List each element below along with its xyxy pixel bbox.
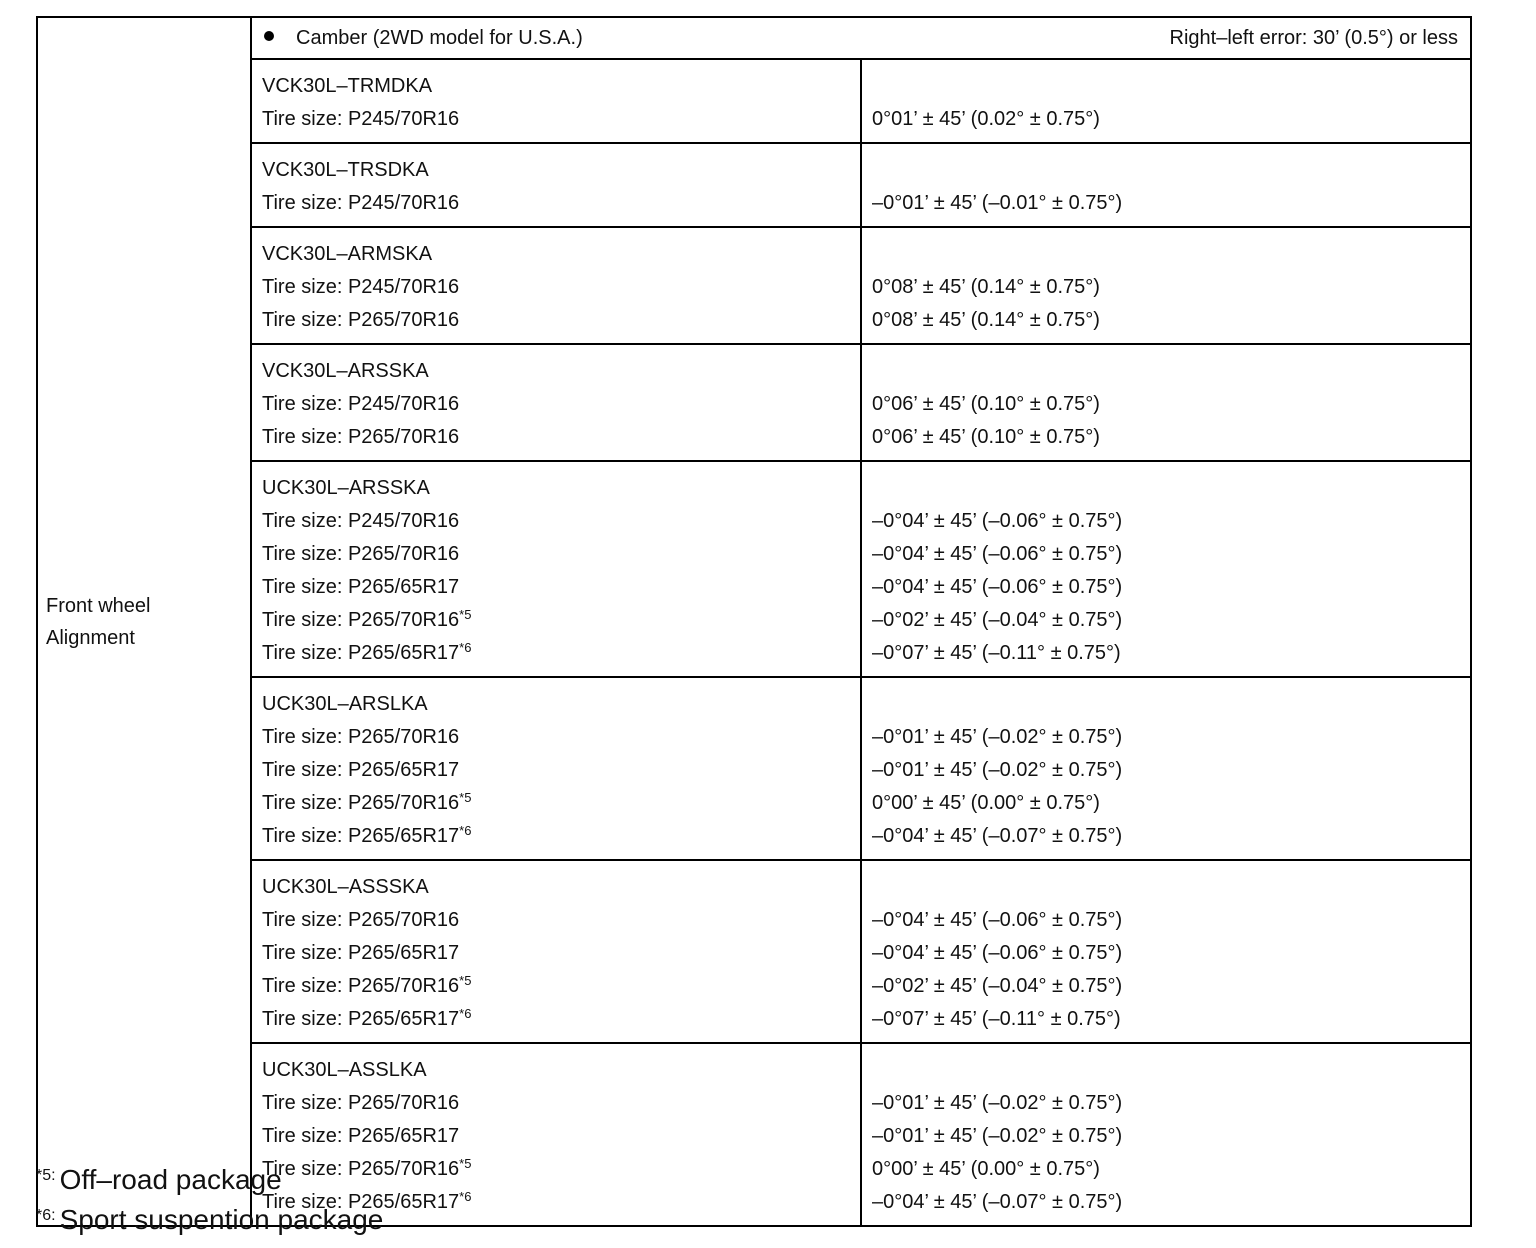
- tire-size-line: [262, 637, 860, 670]
- model-group-row: [37, 461, 1471, 677]
- tire-size-text: Tire size: P265/70R16: [262, 543, 460, 565]
- tire-size-line: [262, 820, 860, 853]
- camber-value: –0°04’ ± 45’ (–0.07° ± 0.75°): [872, 825, 1123, 847]
- camber-title: Camber (2WD model for U.S.A.): [296, 26, 583, 49]
- footnote-reference: *6: [459, 823, 472, 838]
- camber-value: –0°01’ ± 45’ (–0.02° ± 0.75°): [872, 759, 1123, 781]
- camber-spec-table: [36, 16, 1472, 1227]
- bullet-icon: [264, 31, 274, 41]
- model-tire-cell: [251, 860, 861, 1043]
- tire-size-line: [262, 754, 860, 787]
- tire-size-text: Tire size: P245/70R16: [262, 393, 460, 415]
- camber-value: –0°07’ ± 45’ (–0.11° ± 0.75°): [872, 1008, 1121, 1030]
- model-code: UCK30L–ARSSKA: [262, 477, 430, 499]
- camber-header: [251, 17, 1471, 59]
- side-label-line-1: Front wheel: [46, 594, 151, 617]
- camber-value: 0°08’ ± 45’ (0.14° ± 0.75°): [872, 276, 1100, 298]
- tire-size-line: [262, 970, 860, 1003]
- footnote-reference: *5: [459, 790, 472, 805]
- side-label-line-2: Alignment: [46, 626, 135, 649]
- tire-size-line: [262, 505, 860, 538]
- camber-value: 0°00’ ± 45’ (0.00° ± 0.75°): [872, 1158, 1100, 1180]
- camber-value-cell: [861, 677, 1471, 860]
- camber-value: –0°04’ ± 45’ (–0.06° ± 0.75°): [872, 510, 1123, 532]
- model-group-row: [37, 677, 1471, 860]
- camber-value-cell: [861, 461, 1471, 677]
- camber-value: –0°04’ ± 45’ (–0.07° ± 0.75°): [872, 1191, 1123, 1213]
- tire-size-line: [262, 421, 860, 454]
- model-tire-cell: [251, 344, 861, 461]
- camber-value: –0°01’ ± 45’ (–0.02° ± 0.75°): [872, 726, 1123, 748]
- model-code: VCK30L–TRMDKA: [262, 75, 433, 97]
- camber-value: 0°06’ ± 45’ (0.10° ± 0.75°): [872, 393, 1100, 415]
- model-code: UCK30L–ASSSKA: [262, 876, 429, 898]
- tire-size-text: Tire size: P265/65R17: [262, 942, 460, 964]
- value-spacer: [872, 472, 1470, 505]
- model-code: VCK30L–TRSDKA: [262, 159, 429, 181]
- tire-size-text: Tire size: P265/65R17: [262, 1008, 460, 1030]
- tire-size-text: Tire size: P265/65R17: [262, 1191, 460, 1213]
- value-spacer: [872, 238, 1470, 271]
- model-group-row: [37, 143, 1471, 227]
- value-spacer: [872, 688, 1470, 721]
- model-code: VCK30L–ARMSKA: [262, 243, 433, 265]
- camber-value: –0°04’ ± 45’ (–0.06° ± 0.75°): [872, 909, 1123, 931]
- tire-size-text: Tire size: P265/70R16: [262, 309, 460, 331]
- tire-size-text: Tire size: P245/70R16: [262, 510, 460, 532]
- camber-value-cell: [861, 59, 1471, 143]
- tire-size-line: [262, 937, 860, 970]
- footnote-reference: *6: [459, 1189, 472, 1204]
- camber-value: 0°00’ ± 45’ (0.00° ± 0.75°): [872, 792, 1100, 814]
- tire-size-text: Tire size: P265/65R17: [262, 576, 460, 598]
- camber-value: –0°02’ ± 45’ (–0.04° ± 0.75°): [872, 975, 1123, 997]
- tire-size-text: Tire size: P245/70R16: [262, 276, 460, 298]
- tire-size-line: [262, 721, 860, 754]
- tire-size-line: [262, 271, 860, 304]
- tire-size-text: Tire size: P245/70R16: [262, 192, 460, 214]
- footnote-reference: *5: [459, 607, 472, 622]
- footnote-mark: *5:: [36, 1167, 56, 1184]
- camber-value: –0°04’ ± 45’ (–0.06° ± 0.75°): [872, 543, 1123, 565]
- footnote-5: [36, 1160, 383, 1200]
- model-tire-cell: [251, 677, 861, 860]
- model-code: VCK30L–ARSSKA: [262, 360, 429, 382]
- model-group-row: [37, 860, 1471, 1043]
- camber-value: –0°01’ ± 45’ (–0.01° ± 0.75°): [872, 192, 1123, 214]
- footnote-mark: *6:: [36, 1207, 56, 1224]
- tire-size-text: Tire size: P245/70R16: [262, 108, 460, 130]
- camber-value: –0°01’ ± 45’ (–0.02° ± 0.75°): [872, 1125, 1123, 1147]
- tire-size-text: Tire size: P265/65R17: [262, 825, 460, 847]
- tire-size-text: Tire size: P265/70R16: [262, 975, 460, 997]
- tire-size-line: [262, 904, 860, 937]
- value-spacer: [872, 154, 1470, 187]
- footnote-reference: *6: [459, 640, 472, 655]
- camber-value-cell: [861, 344, 1471, 461]
- tire-size-text: Tire size: P265/70R16: [262, 609, 460, 631]
- tire-size-text: Tire size: P265/70R16: [262, 426, 460, 448]
- tire-size-text: Tire size: P265/70R16: [262, 1092, 460, 1114]
- tire-size-text: Tire size: P265/65R17: [262, 1125, 460, 1147]
- footnote-text: Off–road package: [59, 1164, 282, 1195]
- footnote-text: Sport suspention package: [59, 1204, 384, 1235]
- footnote-reference: *5: [459, 973, 472, 988]
- camber-value-cell: [861, 143, 1471, 227]
- camber-value: –0°04’ ± 45’ (–0.06° ± 0.75°): [872, 942, 1123, 964]
- tire-size-line: [262, 388, 860, 421]
- tire-size-text: Tire size: P265/70R16: [262, 726, 460, 748]
- camber-value: 0°06’ ± 45’ (0.10° ± 0.75°): [872, 426, 1100, 448]
- model-tire-cell: [251, 143, 861, 227]
- model-tire-cell: [251, 227, 861, 344]
- right-left-error-note: Right–left error: 30’ (0.5°) or less: [1169, 26, 1458, 49]
- camber-value: 0°08’ ± 45’ (0.14° ± 0.75°): [872, 309, 1100, 331]
- model-tire-cell: [251, 461, 861, 677]
- tire-size-line: [262, 103, 860, 136]
- tire-size-line: [262, 604, 860, 637]
- model-group-row: [37, 59, 1471, 143]
- tire-size-line: [262, 1087, 860, 1120]
- model-group-row: [37, 344, 1471, 461]
- camber-value-cell: [861, 860, 1471, 1043]
- camber-value: –0°04’ ± 45’ (–0.06° ± 0.75°): [872, 576, 1123, 598]
- camber-value-cell: [861, 1043, 1471, 1226]
- value-spacer: [872, 1054, 1470, 1087]
- footnote-reference: *6: [459, 1006, 472, 1021]
- camber-value: –0°07’ ± 45’ (–0.11° ± 0.75°): [872, 642, 1121, 664]
- model-group-row: [37, 227, 1471, 344]
- model-code: UCK30L–ASSLKA: [262, 1059, 427, 1081]
- tire-size-line: [262, 1003, 860, 1036]
- tire-size-text: Tire size: P265/65R17: [262, 759, 460, 781]
- footnote-6: [36, 1200, 383, 1240]
- tire-size-line: [262, 538, 860, 571]
- tire-size-line: [262, 787, 860, 820]
- model-tire-cell: [251, 59, 861, 143]
- tire-size-line: [262, 304, 860, 337]
- tire-size-text: Tire size: P265/70R16: [262, 1158, 460, 1180]
- tire-size-text: Tire size: P265/65R17: [262, 642, 460, 664]
- tire-size-text: Tire size: P265/70R16: [262, 909, 460, 931]
- footnote-reference: *5: [459, 1156, 472, 1171]
- camber-value-cell: [861, 227, 1471, 344]
- tire-size-text: Tire size: P265/70R16: [262, 792, 460, 814]
- value-spacer: [872, 70, 1470, 103]
- front-wheel-alignment-label: [37, 17, 251, 1226]
- value-spacer: [872, 355, 1470, 388]
- footnotes: [36, 1160, 383, 1240]
- model-code: UCK30L–ARSLKA: [262, 693, 428, 715]
- value-spacer: [872, 871, 1470, 904]
- camber-value: 0°01’ ± 45’ (0.02° ± 0.75°): [872, 108, 1100, 130]
- tire-size-line: [262, 571, 860, 604]
- camber-value: –0°01’ ± 45’ (–0.02° ± 0.75°): [872, 1092, 1123, 1114]
- tire-size-line: [262, 187, 860, 220]
- tire-size-line: [262, 1120, 860, 1153]
- camber-value: –0°02’ ± 45’ (–0.04° ± 0.75°): [872, 609, 1123, 631]
